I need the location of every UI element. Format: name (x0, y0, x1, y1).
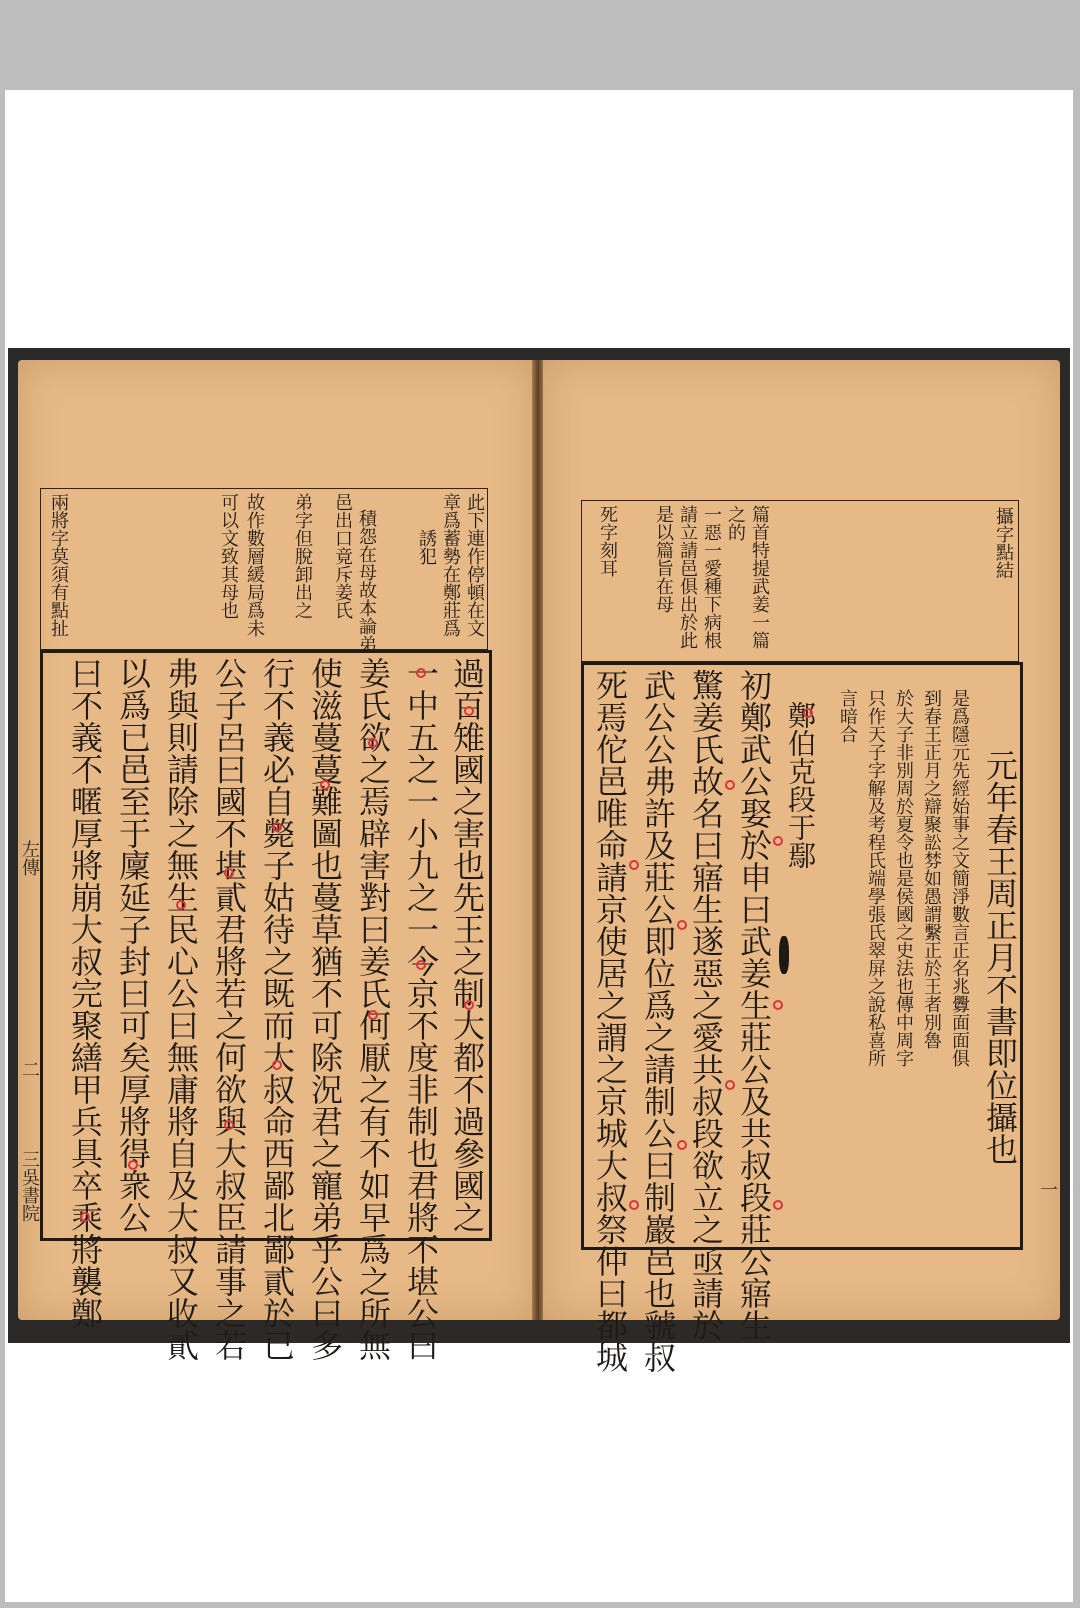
ink-blot (779, 936, 789, 974)
commentary-column: 只作天子字解及考程氏端學張氏翠屏之說私喜所 (865, 689, 886, 1067)
text-column: 姜氏欲之焉辟害對曰姜氏何厭之有不如早爲之所無 (354, 657, 392, 1361)
note-column: 積怨在母故本論弟 (356, 509, 377, 653)
text-column: 元年春王周正月不書即位攝也 (981, 749, 1019, 1165)
red-punctuation-mark (224, 1120, 234, 1130)
red-punctuation-mark (416, 960, 426, 970)
note-column: 弟字但脫卸出之 (292, 493, 313, 619)
left-page (18, 360, 534, 1361)
text-column: 初鄭武公娶於申曰武姜生莊公及共叔段莊公寤生 (735, 669, 773, 1341)
book-scan (8, 348, 1070, 1373)
text-column: 公子呂曰國不堪貳君將若之何欲與大叔臣請事之若 (210, 657, 248, 1361)
red-punctuation-mark (725, 1080, 735, 1090)
text-column: 以爲已邑至于廩延子封曰可矣厚將得衆公 (114, 657, 152, 1233)
note-column: 此下連作停頓在文 (464, 493, 485, 637)
commentary-column: 是爲隱元先經始事之文簡淨數言正名兆釁面面俱 (949, 689, 970, 1067)
commentary-column: 於大子非別周於夏令也是侯國之史法也傳中周字 (893, 689, 914, 1067)
text-column: 死焉佗邑唯命請京使居之謂之京城大叔祭仲曰都城 (591, 669, 629, 1373)
red-punctuation-mark (320, 780, 330, 790)
text-column: 驚姜氏故名曰寤生遂惡之愛共叔段欲立之亟請於 (687, 669, 725, 1341)
red-punctuation-mark (368, 738, 378, 748)
note-column: 一惡一愛種下病根 (701, 505, 722, 649)
red-punctuation-mark (80, 1212, 90, 1222)
red-punctuation-mark (176, 900, 186, 910)
note-column: 死字刻耳 (597, 505, 618, 577)
red-punctuation-mark (224, 868, 234, 878)
red-punctuation-mark (464, 706, 474, 716)
red-punctuation-mark (725, 780, 735, 790)
red-punctuation-mark (128, 1160, 138, 1170)
red-punctuation-mark (368, 1010, 378, 1020)
left-main-text-box (40, 650, 492, 1361)
left-note-box (40, 488, 488, 653)
margin-publisher: 三吳書院 (19, 1150, 40, 1222)
note-column: 誘犯 (416, 529, 437, 565)
red-punctuation-mark (677, 920, 687, 930)
margin-title: 左傳 (19, 840, 40, 876)
red-punctuation-mark (803, 708, 813, 718)
right-page (543, 360, 1060, 1373)
red-punctuation-mark (416, 668, 426, 678)
note-column: 故作數層緩局爲未 (244, 493, 265, 637)
red-punctuation-mark (272, 822, 282, 832)
red-punctuation-mark (677, 1140, 687, 1150)
note-column: 兩將字莫須有點扯 (48, 493, 69, 637)
margin-page-number: 二 (19, 1060, 40, 1078)
note-column: 可以文致其母也 (218, 493, 239, 619)
note-column: 章爲蓄勢在鄭莊爲 (440, 493, 461, 637)
red-punctuation-mark (629, 860, 639, 870)
red-punctuation-mark (773, 1200, 783, 1210)
text-column: 曰不義不暱厚將崩大叔完聚繕甲兵具卒乘將襲鄭 (66, 657, 104, 1329)
note-column: 篇首特提武姜一篇 (749, 505, 770, 649)
text-column: 行不義必自斃子姑待之既而大叔命西鄙北鄙貳於已 (258, 657, 296, 1361)
red-punctuation-mark (629, 1200, 639, 1210)
note-column: 是以篇旨在母 (653, 505, 674, 613)
commentary-column: 言暗合 (837, 689, 858, 743)
red-punctuation-mark (464, 1000, 474, 1010)
commentary-column: 到春王正月之辯聚訟棼如愚謂繫正於王者別魯 (921, 689, 942, 1049)
note-column: 請立請邑俱出於此 (677, 505, 698, 649)
red-punctuation-mark (773, 1000, 783, 1010)
red-punctuation-mark (272, 1060, 282, 1070)
margin-page-number: 一 (1037, 1180, 1058, 1198)
text-column: 過百雉國之害也先王之制大都不過參國之 (448, 657, 486, 1233)
note-column: 邑出口竟斥姜氏 (332, 493, 353, 619)
chapter-heading: 鄭伯克段于鄢 (784, 701, 817, 869)
text-column: 弗與則請除之無生民心公曰無庸將自及大叔又收貳 (162, 657, 200, 1361)
right-main-text-box (581, 662, 1023, 1373)
red-punctuation-mark (773, 836, 783, 846)
note-column: 攝字點結 (993, 507, 1014, 579)
right-note-box (581, 500, 1019, 662)
note-column: 之的 (725, 505, 746, 541)
text-column: 使滋蔓蔓難圖也蔓草猶不可除況君之寵弟乎公曰多 (306, 657, 344, 1361)
text-column: 一中五之一小九之一今京不度非制也君將不堪公曰 (402, 657, 440, 1361)
text-column: 武公公弗許及莊公即位爲之請制公曰制巖邑也虢叔 (639, 669, 677, 1373)
